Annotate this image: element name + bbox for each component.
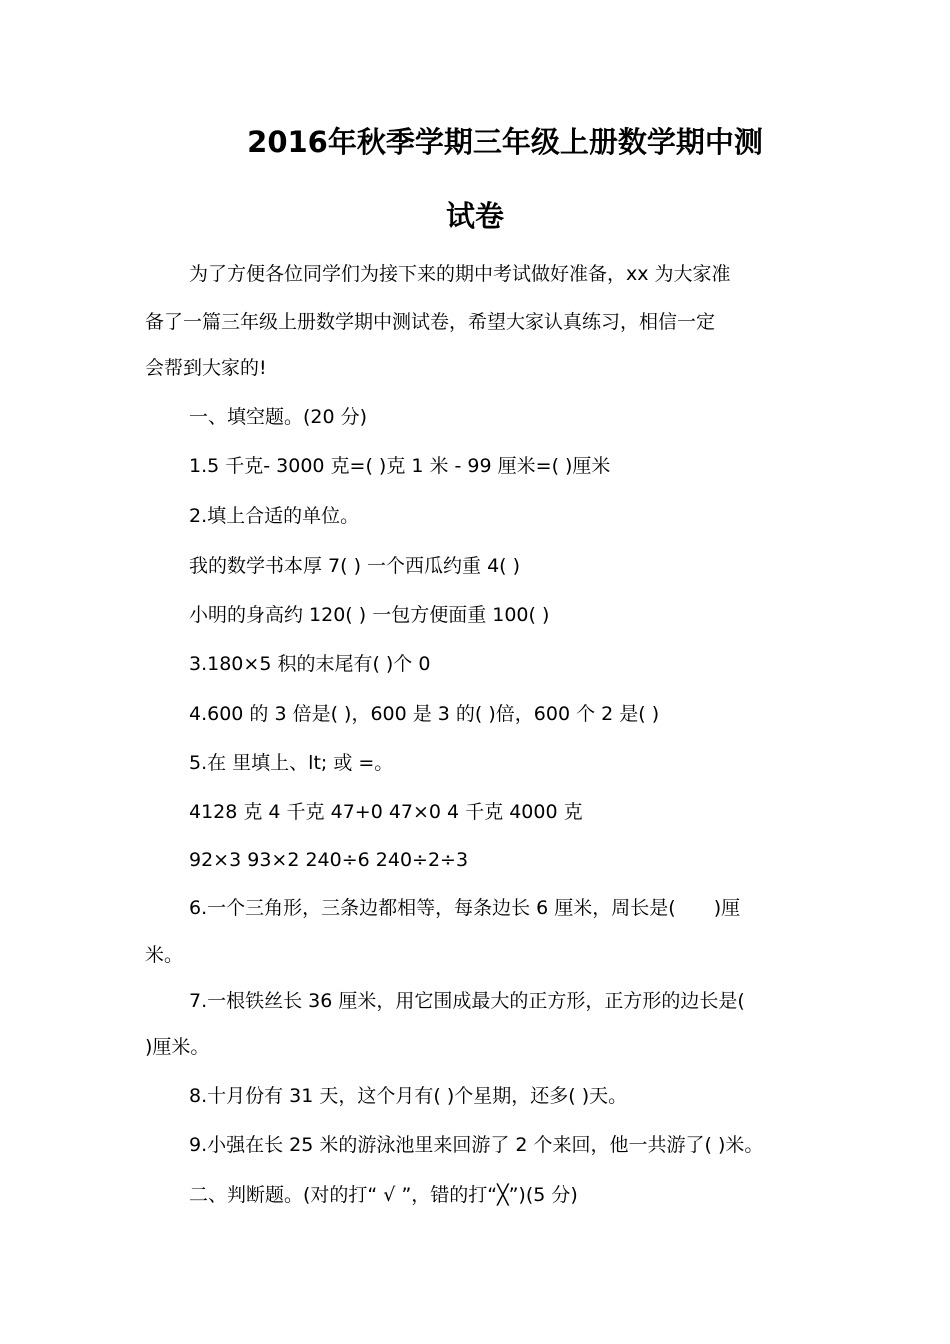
question-1: 1.5 千克- 3000 克=( )克 1 米 - 99 厘米=( )厘米 bbox=[189, 455, 611, 477]
intro-line-1: 为了方便各位同学们为接下来的期中考试做好准备，xx 为大家准 bbox=[189, 263, 731, 285]
section-2-heading: 二、判断题。(对的打“ √ ”，错的打“╳”)(5 分) bbox=[189, 1184, 578, 1206]
document-title-line-2: 试卷 bbox=[445, 199, 504, 233]
question-5-line-2: 92×3 93×2 240÷6 240÷2÷3 bbox=[189, 849, 469, 871]
question-7-line-2: )厘米。 bbox=[145, 1036, 210, 1058]
document-title-line-1: 2016年秋季学期三年级上册数学期中测 bbox=[247, 125, 763, 159]
intro-line-3: 会帮到大家的! bbox=[145, 357, 267, 379]
question-2-line-2: 小明的身高约 120( ) 一包方便面重 100( ) bbox=[189, 604, 550, 626]
question-5-line-1: 4128 克 4 千克 47+0 47×0 4 千克 4000 克 bbox=[189, 801, 583, 823]
question-2-line-1: 我的数学书本厚 7( ) 一个西瓜约重 4( ) bbox=[189, 555, 521, 577]
question-4: 4.600 的 3 倍是( )，600 是 3 的( )倍，600 个 2 是( ) bbox=[189, 703, 660, 725]
question-6-line-2: 米。 bbox=[145, 944, 184, 966]
question-8: 8.十月份有 31 天，这个月有( )个星期，还多( )天。 bbox=[189, 1085, 628, 1107]
question-3: 3.180×5 积的末尾有( )个 0 bbox=[189, 653, 431, 675]
section-1-heading: 一、填空题。(20 分) bbox=[189, 406, 368, 428]
intro-line-2: 备了一篇三年级上册数学期中测试卷，希望大家认真练习，相信一定 bbox=[145, 311, 716, 333]
question-9: 9.小强在长 25 米的游泳池里来回游了 2 个来回，他一共游了( )米。 bbox=[189, 1134, 764, 1156]
question-6-line-1: 6.一个三角形，三条边都相等，每条边长 6 厘米，周长是( )厘 bbox=[189, 897, 741, 919]
question-5: 5.在 里填上、lt; 或 =。 bbox=[189, 752, 394, 774]
question-2: 2.填上合适的单位。 bbox=[189, 505, 360, 527]
question-7-line-1: 7.一根铁丝长 36 厘米，用它围成最大的正方形，正方形的边长是( bbox=[189, 990, 745, 1012]
